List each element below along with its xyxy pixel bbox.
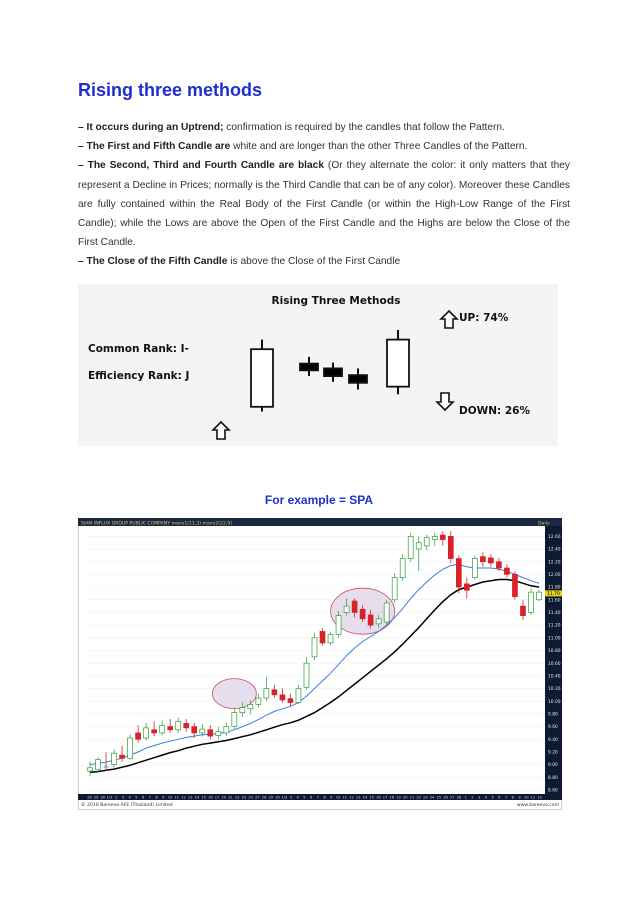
x-tick-label: 12 <box>537 795 542 800</box>
x-tick-label: 14 <box>362 795 368 800</box>
chart-footer-left: © 2016 Bareevo AFE (Thailand) Limited <box>81 803 173 808</box>
chart-candle <box>504 568 509 574</box>
x-tick-label: 30 <box>275 795 280 800</box>
x-tick-label: 3 <box>121 795 125 800</box>
chart-header-text: SIAM INFLUX GROUP PUBLIC COMPANY mavo1(11,3) mavo2(22,9) <box>81 521 233 527</box>
x-tick-label: 20 <box>402 795 408 800</box>
y-tick-label: 12.40 <box>548 547 561 553</box>
y-tick-label: 9.40 <box>548 737 558 743</box>
y-tick-label: 10.00 <box>548 699 561 705</box>
x-tick-label: 10 <box>335 795 341 800</box>
y-tick-label: 11.60 <box>548 598 561 604</box>
x-tick-label: 1 <box>464 795 467 800</box>
chart-candle <box>456 559 461 588</box>
paragraph-fifth-close-bold: – The Close of the Fifth Candle <box>78 256 228 268</box>
x-tick-label: 12 <box>349 795 354 800</box>
chart-candle <box>264 689 269 699</box>
x-tick-label: 11 <box>342 795 348 800</box>
chart-candle <box>120 755 125 758</box>
paragraph-middle-candles-text: (Or they alternate the color: it only matters that they represent a Decline in Prices; normally is the Third Candle that can be of any color). Moreover these Candles are fully contained within the Real Body of the First Candle (or within the High-Low Range of the First Candle); while the Lows are above the Open of the First Candle and the Highs are below the Close of the First Candle. <box>78 160 570 249</box>
x-tick-label: 3 <box>289 795 293 800</box>
x-tick-label: 4 <box>484 795 488 800</box>
chart-candle <box>304 663 309 687</box>
paragraph-uptrend <box>78 118 570 137</box>
chart-candle <box>152 730 157 733</box>
chart-candle <box>432 536 437 539</box>
y-tick-label: 11.80 <box>548 585 561 591</box>
chart-candle <box>128 738 133 758</box>
chart-candle <box>488 558 493 563</box>
chart-header-right: Daily <box>538 521 550 527</box>
x-tick-label: 7 <box>504 795 508 800</box>
x-tick-label: 26 <box>443 795 448 800</box>
chart-candle <box>352 601 357 612</box>
paragraph-uptrend-bold: – It occurs during an Uptrend; <box>78 122 224 133</box>
pattern-title: Rising Three Methods <box>271 295 401 307</box>
chart-candle <box>312 638 317 657</box>
y-tick-label: 9.20 <box>548 750 558 756</box>
x-tick-label: 16 <box>376 795 381 800</box>
paragraph-uptrend-text: confirmation is required by the candles that follow the Pattern. <box>223 122 505 133</box>
chart-candle <box>400 559 405 578</box>
y-tick-label: 12.00 <box>548 572 561 578</box>
x-tick-label: 12 <box>181 795 186 800</box>
x-tick-label: 20 <box>221 795 227 800</box>
pattern-candle <box>300 364 318 371</box>
x-tick-label: 11 <box>174 795 180 800</box>
paragraph-first-fifth-bold: – The First and Fifth Candle are <box>78 141 231 153</box>
x-tick-label: 2 <box>471 795 474 800</box>
x-tick-label: 4 <box>296 795 299 800</box>
x-tick-label: 29 <box>268 795 274 800</box>
x-tick-label: 17 <box>214 795 220 800</box>
x-tick-label: 5 <box>303 795 306 800</box>
pattern-candle <box>324 368 342 376</box>
chart-candle <box>440 535 445 539</box>
pattern-svg <box>78 284 558 446</box>
x-tick-label: 15 <box>369 795 374 800</box>
chart-candle <box>537 592 542 600</box>
chart-candle <box>512 574 517 596</box>
pattern-candle <box>349 375 367 383</box>
x-tick-label: 23 <box>423 795 428 800</box>
paragraph-fifth-close <box>78 252 570 271</box>
x-tick-label: 1/3 <box>281 795 288 800</box>
y-tick-label: 9.80 <box>548 712 558 718</box>
chart-candle <box>320 631 325 642</box>
y-tick-label: 11.40 <box>548 611 561 617</box>
y-tick-label: 10.60 <box>548 661 561 667</box>
page-title: Rising three methods <box>78 80 263 100</box>
chart-candle <box>200 729 205 733</box>
y-tick-label: 8.60 <box>548 788 558 794</box>
chart-candle <box>336 616 341 635</box>
x-tick-label: 14 <box>194 795 200 800</box>
chart-candle <box>528 592 533 612</box>
chart-candle <box>136 733 141 739</box>
chart-candle <box>408 536 413 558</box>
y-tick-label: 10.20 <box>548 687 561 693</box>
up-percent: UP: 74% <box>459 312 509 324</box>
x-tick-label: 15 <box>201 795 206 800</box>
chart-candle <box>496 562 501 568</box>
paragraph-fifth-close-text: is above the Close of the First Candle <box>227 256 401 268</box>
chart-candle <box>88 768 93 771</box>
chart-candle <box>344 606 349 612</box>
x-tick-label: 13 <box>355 795 361 800</box>
x-tick-label: 10 <box>167 795 173 800</box>
x-tick-label: 19 <box>396 795 401 800</box>
chart-candle <box>376 619 381 624</box>
x-tick-label: 24 <box>248 795 253 800</box>
chart-footer-right: www.bareevo.com <box>516 803 560 808</box>
chart-candle <box>224 727 229 733</box>
paragraph-middle-candles-bold: – The Second, Third and Fourth Candle are black <box>78 160 324 172</box>
x-tick-label: 22 <box>234 795 240 800</box>
chart-candle <box>256 698 261 704</box>
pattern-candle <box>387 340 409 387</box>
x-tick-label: 3 <box>478 795 481 800</box>
chart-candle <box>216 732 221 736</box>
x-tick-label: 21 <box>228 795 233 800</box>
x-tick-label: 28 <box>261 795 267 800</box>
x-tick-label: 9 <box>518 795 521 800</box>
x-tick-label: 24 <box>429 795 435 800</box>
y-tick-label: 9.00 <box>548 763 558 769</box>
x-tick-label: 9 <box>330 795 333 800</box>
y-tick-label: 12.60 <box>548 534 561 540</box>
y-tick-label: 12.20 <box>548 560 561 566</box>
x-tick-label: 11 <box>530 795 536 800</box>
chart-candle <box>184 723 189 727</box>
example-chart <box>78 518 562 810</box>
x-tick-label: 1/2 <box>106 795 113 800</box>
last-price-label: 11.70 <box>547 591 560 597</box>
x-tick-label: 6 <box>498 795 501 800</box>
chart-candle <box>480 557 485 562</box>
up-arrow-small-icon <box>213 422 229 439</box>
x-tick-label: 27 <box>255 795 260 800</box>
efficiency-rank: Efficiency Rank: J <box>88 370 190 382</box>
y-tick-label: 9.60 <box>548 725 558 731</box>
x-tick-label: 22 <box>416 795 421 800</box>
paragraph-first-fifth <box>78 137 570 156</box>
chart-candle <box>232 713 237 727</box>
down-percent: DOWN: 26% <box>459 405 530 417</box>
paragraph-first-fifth-text: white and are longer than the other Three Candles of the Pattern. <box>230 141 528 153</box>
chart-candle <box>448 536 453 558</box>
x-tick-label: 17 <box>382 795 388 800</box>
chart-candle <box>168 727 173 730</box>
down-arrow-icon <box>437 393 453 410</box>
x-tick-label: 28 <box>456 795 462 800</box>
y-tick-label: 8.80 <box>548 775 558 781</box>
chart-candle <box>280 695 285 700</box>
example-caption: For example = SPA <box>264 493 374 507</box>
chart-candle <box>360 609 365 619</box>
chart-candle <box>208 730 213 736</box>
x-tick-label: 29 <box>93 795 99 800</box>
chart-candle <box>240 708 245 713</box>
y-tick-label: 10.80 <box>548 649 561 655</box>
x-tick-label: 18 <box>389 795 395 800</box>
chart-candle <box>96 760 101 770</box>
y-tick-label: 11.00 <box>548 636 561 642</box>
x-tick-label: 13 <box>187 795 193 800</box>
chart-candle <box>328 635 333 643</box>
x-tick-label: 6 <box>309 795 313 800</box>
chart-candle <box>272 690 277 695</box>
x-tick-label: 25 <box>436 795 442 800</box>
up-arrow-icon <box>441 311 457 328</box>
chart-candle <box>288 699 293 703</box>
x-tick-label: 7 <box>148 795 151 800</box>
chart-candle <box>392 578 397 600</box>
x-tick-label: 8 <box>323 795 326 800</box>
x-tick-label: 9 <box>162 795 165 800</box>
x-tick-label: 6 <box>141 795 145 800</box>
chart-candle <box>384 603 389 622</box>
x-tick-label: 8 <box>155 795 158 800</box>
x-tick-label: 5 <box>135 795 138 800</box>
x-tick-label: 4 <box>128 795 131 800</box>
chart-candle <box>368 615 373 625</box>
x-tick-label: 5 <box>491 795 494 800</box>
paragraph-middle-candles <box>78 156 570 252</box>
common-rank: Common Rank: I- <box>88 343 189 355</box>
chart-candle <box>144 728 149 738</box>
description-text <box>78 118 570 272</box>
chart-candle <box>112 753 117 764</box>
x-tick-label: 8 <box>511 795 514 800</box>
chart-candle <box>160 725 165 733</box>
x-tick-label: 16 <box>208 795 213 800</box>
x-tick-label: 10 <box>523 795 529 800</box>
chart-candle <box>248 704 253 708</box>
example-chart-svg <box>78 518 562 810</box>
x-tick-label: 28 <box>87 795 92 800</box>
pattern-candle <box>251 349 273 407</box>
pattern-candles <box>251 330 409 412</box>
chart-candle <box>176 722 181 730</box>
y-tick-label: 11.20 <box>548 623 561 629</box>
chart-candle <box>472 559 477 578</box>
x-tick-label: 2 <box>115 795 118 800</box>
x-tick-label: 21 <box>409 795 415 800</box>
chart-candle <box>464 584 469 590</box>
x-tick-label: 27 <box>449 795 455 800</box>
chart-candle <box>296 689 301 703</box>
chart-candle <box>424 538 429 546</box>
x-tick-label: 30 <box>100 795 106 800</box>
x-tick-label: 7 <box>316 795 320 800</box>
pattern-figure <box>78 284 558 446</box>
chart-candle <box>192 727 197 733</box>
y-tick-label: 10.40 <box>548 674 561 680</box>
chart-candle <box>416 543 421 549</box>
chart-candle <box>520 606 525 616</box>
x-tick-label: 23 <box>241 795 247 800</box>
